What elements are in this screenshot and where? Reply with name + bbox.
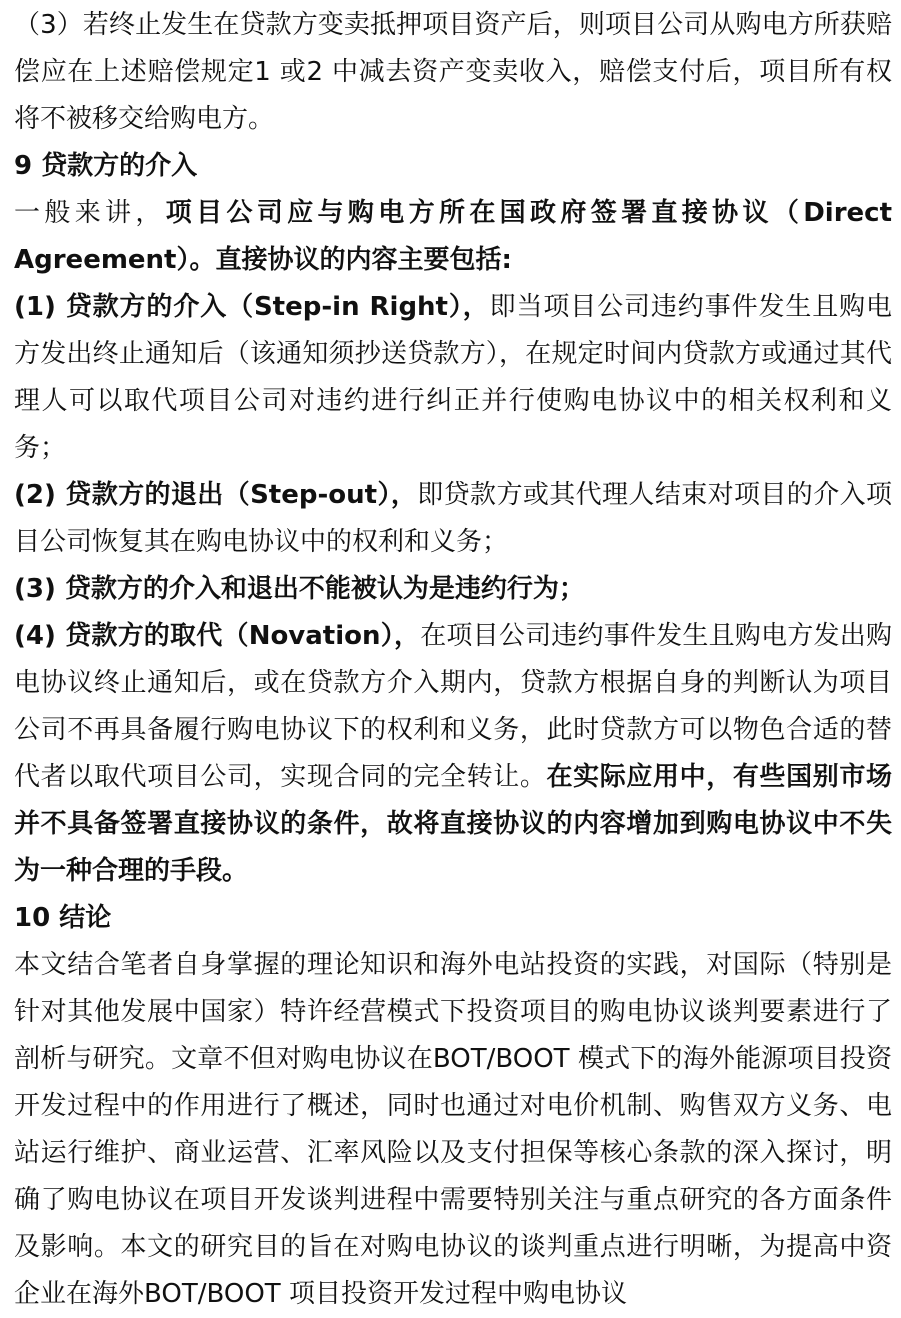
- list-item-not-default: [14, 566, 892, 613]
- direct-agreement-bold: 项目公司应与购电方所在国政府签署直接协议（Direct Agreement）。直接协议的内容主要包括:: [14, 198, 892, 275]
- list-item-step-out: [14, 472, 892, 566]
- list-item-novation-title: (4) 贷款方的取代（Novation），: [14, 621, 421, 651]
- list-item-step-in: [14, 284, 892, 472]
- paragraph-direct-agreement: [14, 190, 892, 284]
- section-heading-lender-step-in: 9 贷款方的介入: [14, 151, 198, 181]
- paragraph-conclusion: 本文结合笔者自身掌握的理论知识和海外电站投资的实践，对国际（特别是针对其他发展中国家）特许经营模式下投资项目的购电协议谈判要素进行了剖析与研究。文章不但对购电协议在BOT/BOOT 模式下的海外能源项目投资开发过程中的作用进行了概述，同时也通过对电价机制、购售双方义务、电站运行维护、商业运营、汇率风险以及支付担保等核心条款的深入探讨，明确了购电协议在项目开发谈判进程中需要特别关注与重点研究的各方面条件及影响。本文的研究目的旨在对购电协议的谈判重点进行明晰，为提高中资企业在海外BOT/BOOT 项目投资开发过程中购电协议: [14, 950, 892, 1309]
- section-heading-conclusion: 10 结论: [14, 903, 112, 933]
- list-item-novation-tail: 在实际应用中，有些国别市场并不具备签署直接协议的条件，故将直接协议的内容增加到购电协议中不失为一种合理的手段。: [14, 762, 892, 886]
- list-item-not-default-title: (3) 贷款方的介入和退出不能被认为是违约行为；: [14, 574, 585, 604]
- direct-agreement-intro: 一般来讲，: [14, 198, 166, 228]
- list-item-step-out-title: (2) 贷款方的退出（Step-out），: [14, 480, 418, 510]
- list-item-step-in-title: (1) 贷款方的介入（Step-in Right），: [14, 292, 490, 322]
- list-item-novation: [14, 613, 892, 895]
- list-item-step-in-text: 即当项目公司违约事件发生且购电方发出终止通知后（该通知须抄送贷款方），在规定时间内贷款方或通过其代理人可以取代项目公司对违约进行纠正并行使购电协议中的相关权利和义务；: [14, 292, 892, 463]
- document-body: [14, 2, 892, 1318]
- list-item-novation-text: 在项目公司违约事件发生且购电方发出购电协议终止通知后，或在贷款方介入期内，贷款方根据自身的判断认为项目公司不再具备履行购电协议下的权利和义务，此时贷款方可以物色合适的替代者以取代项目公司，实现合同的完全转让。: [14, 621, 892, 792]
- list-item-step-out-text: 即贷款方或其代理人结束对项目的介入项目公司恢复其在购电协议中的权利和义务；: [14, 480, 892, 557]
- paragraph-termination-compensation: （3）若终止发生在贷款方变卖抵押项目资产后，则项目公司从购电方所获赔偿应在上述赔偿规定1 或2 中减去资产变卖收入，赔偿支付后，项目所有权将不被移交给购电方。: [14, 10, 892, 134]
